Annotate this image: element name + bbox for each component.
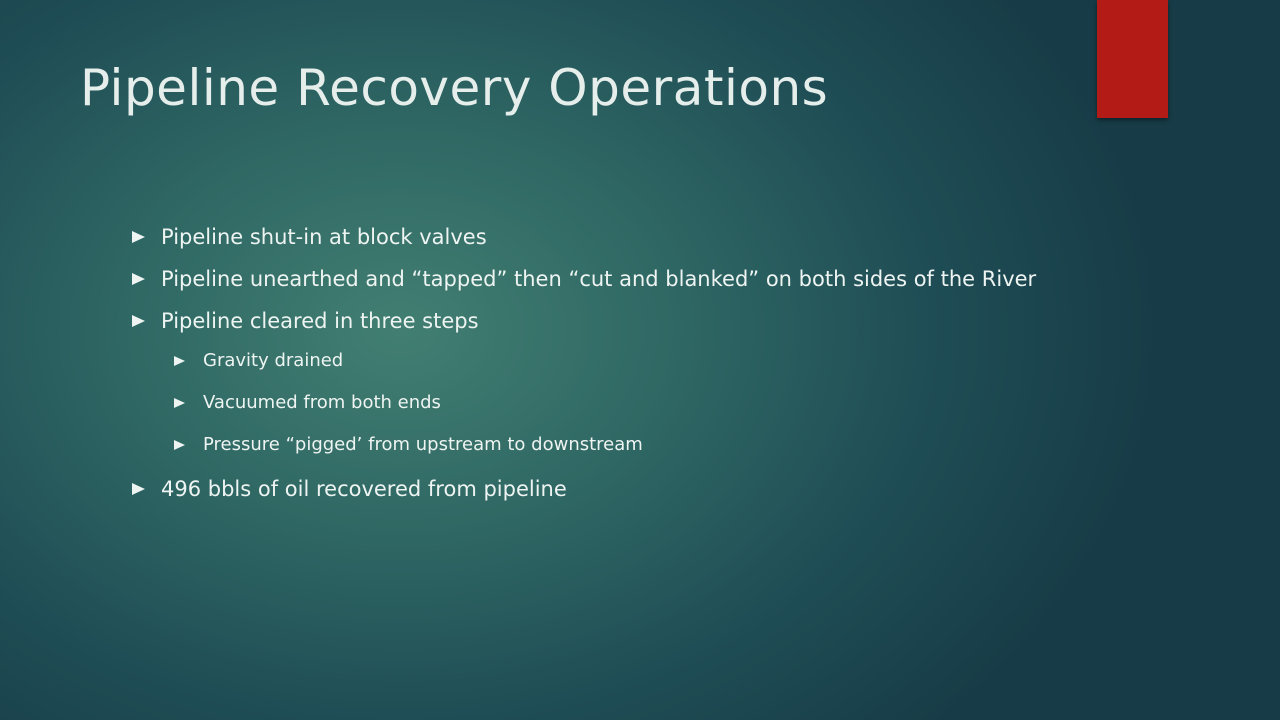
- bullet-text: Pipeline shut-in at block valves: [161, 225, 487, 249]
- bullet-text: Pipeline unearthed and “tapped” then “cut and blanked” on both sides of the River: [161, 267, 1037, 291]
- arrow-bullet-icon: [174, 398, 185, 408]
- bullet-item: [132, 306, 1062, 336]
- sub-bullet-text: Pressure “pigged’ from upstream to downstream: [203, 434, 643, 455]
- sub-bullet-text: Vacuumed from both ends: [203, 392, 441, 413]
- arrow-bullet-icon: [132, 231, 145, 243]
- accent-bar: [1097, 0, 1168, 118]
- bullet-item: [132, 222, 1062, 252]
- bullet-item: [132, 474, 1062, 504]
- bullet-item: [132, 264, 1062, 294]
- bullet-list: [132, 222, 1062, 516]
- arrow-bullet-icon: [174, 440, 185, 450]
- arrow-bullet-icon: [132, 315, 145, 327]
- bullet-text: 496 bbls of oil recovered from pipeline: [161, 477, 567, 501]
- arrow-bullet-icon: [132, 273, 145, 285]
- sub-bullet-item: [174, 390, 1062, 416]
- slide-title: Pipeline Recovery Operations: [80, 59, 829, 117]
- arrow-bullet-icon: [132, 483, 145, 495]
- sub-bullet-item: [174, 432, 1062, 458]
- sub-bullet-text: Gravity drained: [203, 350, 344, 371]
- arrow-bullet-icon: [174, 356, 185, 366]
- bullet-text: Pipeline cleared in three steps: [161, 309, 479, 333]
- sub-bullet-item: [174, 348, 1062, 374]
